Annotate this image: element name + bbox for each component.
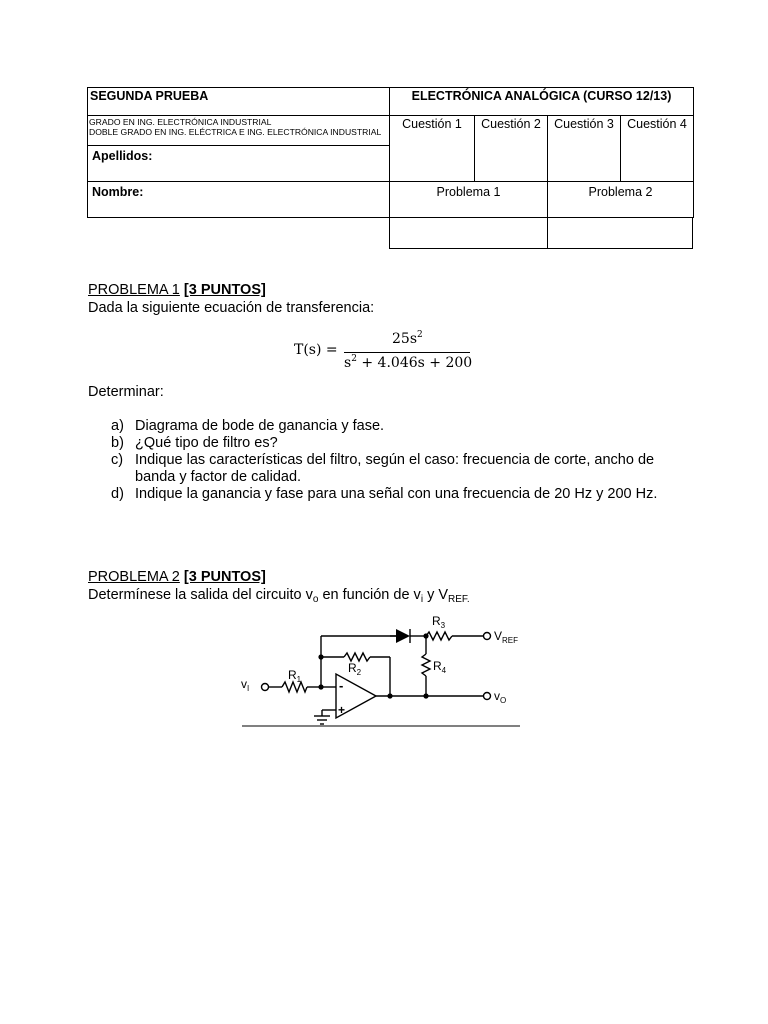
- name-label: Nombre:: [92, 185, 144, 199]
- determine-label: Determinar:: [88, 384, 164, 400]
- label-minus: -: [339, 678, 344, 693]
- resistor-r3: [426, 632, 452, 640]
- transfer-function-formula: [294, 328, 474, 372]
- question-4-label: Cuestión 4: [627, 117, 687, 131]
- course-title-cell: [390, 88, 694, 116]
- list-item: b) ¿Qué tipo de filtro es?: [111, 435, 278, 451]
- grading-area-divider: [547, 217, 548, 249]
- formula-numerator: $25s^2$: [392, 330, 423, 347]
- question-2-label: Cuestión 2: [481, 117, 541, 131]
- degree-line-1: GRADO EN ING. ELECTRÓNICA INDUSTRIAL: [89, 117, 272, 127]
- degree-block: [88, 116, 389, 146]
- problem-1-tasks: [111, 418, 681, 503]
- exam-title-cell: [88, 88, 390, 116]
- problem-1-intro: Dada la siguiente ecuación de transferencia:: [88, 300, 375, 316]
- grading-area-box: [389, 217, 693, 249]
- formula-denominator: $s^2 + 4.046s + 200$: [344, 354, 473, 371]
- resistor-r1: [282, 682, 307, 692]
- circuit-diagram: [236, 612, 526, 732]
- problem-1-cell: [390, 182, 548, 218]
- vo-terminal: [484, 693, 491, 700]
- label-vi: $v_I$: [241, 677, 250, 693]
- formula-lhs: T(s) =: [294, 342, 338, 358]
- node-dot: [423, 693, 428, 698]
- question-2-cell: [475, 116, 548, 182]
- label-r3: $R_3$: [432, 614, 446, 630]
- diode-triangle: [396, 629, 410, 643]
- resistor-r2: [344, 653, 370, 661]
- course-title: ELECTRÓNICA ANALÓGICA (CURSO 12/13): [411, 89, 672, 103]
- problem-1-label: Problema 1: [436, 185, 501, 199]
- list-item: a) Diagrama de bode de ganancia y fase.: [111, 418, 385, 434]
- vi-terminal: [262, 684, 269, 691]
- label-plus: +: [338, 703, 346, 717]
- problem-1-heading: [88, 282, 266, 298]
- node-dot: [318, 654, 323, 659]
- surname-label: Apellidos:: [92, 149, 153, 163]
- problem-2-heading: [88, 569, 266, 585]
- problem-2-cell: [548, 182, 694, 218]
- list-item: c) Indique las características del filtro, según el caso: frecuencia de corte, ancho de banda y factor de calidad.: [111, 452, 655, 485]
- label-vref: $V_{REF}$: [494, 629, 519, 645]
- problem-2-title: PROBLEMA 2: [88, 569, 180, 585]
- problem-1-points: [3 PUNTOS]: [183, 282, 266, 298]
- problem-2-intro: Determínese la salida del circuito $v_o$ en función de $v_i$ y $V_{REF.}$: [88, 587, 470, 605]
- question-4-cell: [621, 116, 694, 182]
- name-cell: [88, 182, 390, 218]
- label-vo: $v_O$: [494, 689, 507, 705]
- vref-terminal: [484, 633, 491, 640]
- problem-2-points: [3 PUNTOS]: [183, 569, 266, 585]
- exam-title: SEGUNDA PRUEBA: [90, 89, 209, 103]
- problem-2-label: Problema 2: [588, 185, 653, 199]
- label-r4: $R_4$: [433, 659, 447, 675]
- question-3-label: Cuestión 3: [554, 117, 614, 131]
- label-r1: $R_1$: [288, 668, 302, 684]
- node-dot: [387, 693, 392, 698]
- node-dot: [318, 684, 323, 689]
- resistor-r4: [422, 654, 430, 676]
- degree-line-2: DOBLE GRADO EN ING. ELÉCTRICA E ING. ELECTRÓNICA INDUSTRIAL: [89, 127, 382, 137]
- degree-and-surname-cell: [88, 116, 390, 182]
- question-3-cell: [548, 116, 621, 182]
- question-1-cell: [390, 116, 475, 182]
- question-1-label: Cuestión 1: [402, 117, 462, 131]
- list-item: d) Indique la ganancia y fase para una señal con una frecuencia de 20 Hz y 200 Hz.: [111, 486, 658, 502]
- formula-fraction-bar: [344, 352, 470, 353]
- exam-header-table: [87, 87, 694, 218]
- label-r2: $R_2$: [348, 661, 362, 677]
- problem-1-title: PROBLEMA 1: [88, 282, 180, 298]
- node-dot: [423, 633, 428, 638]
